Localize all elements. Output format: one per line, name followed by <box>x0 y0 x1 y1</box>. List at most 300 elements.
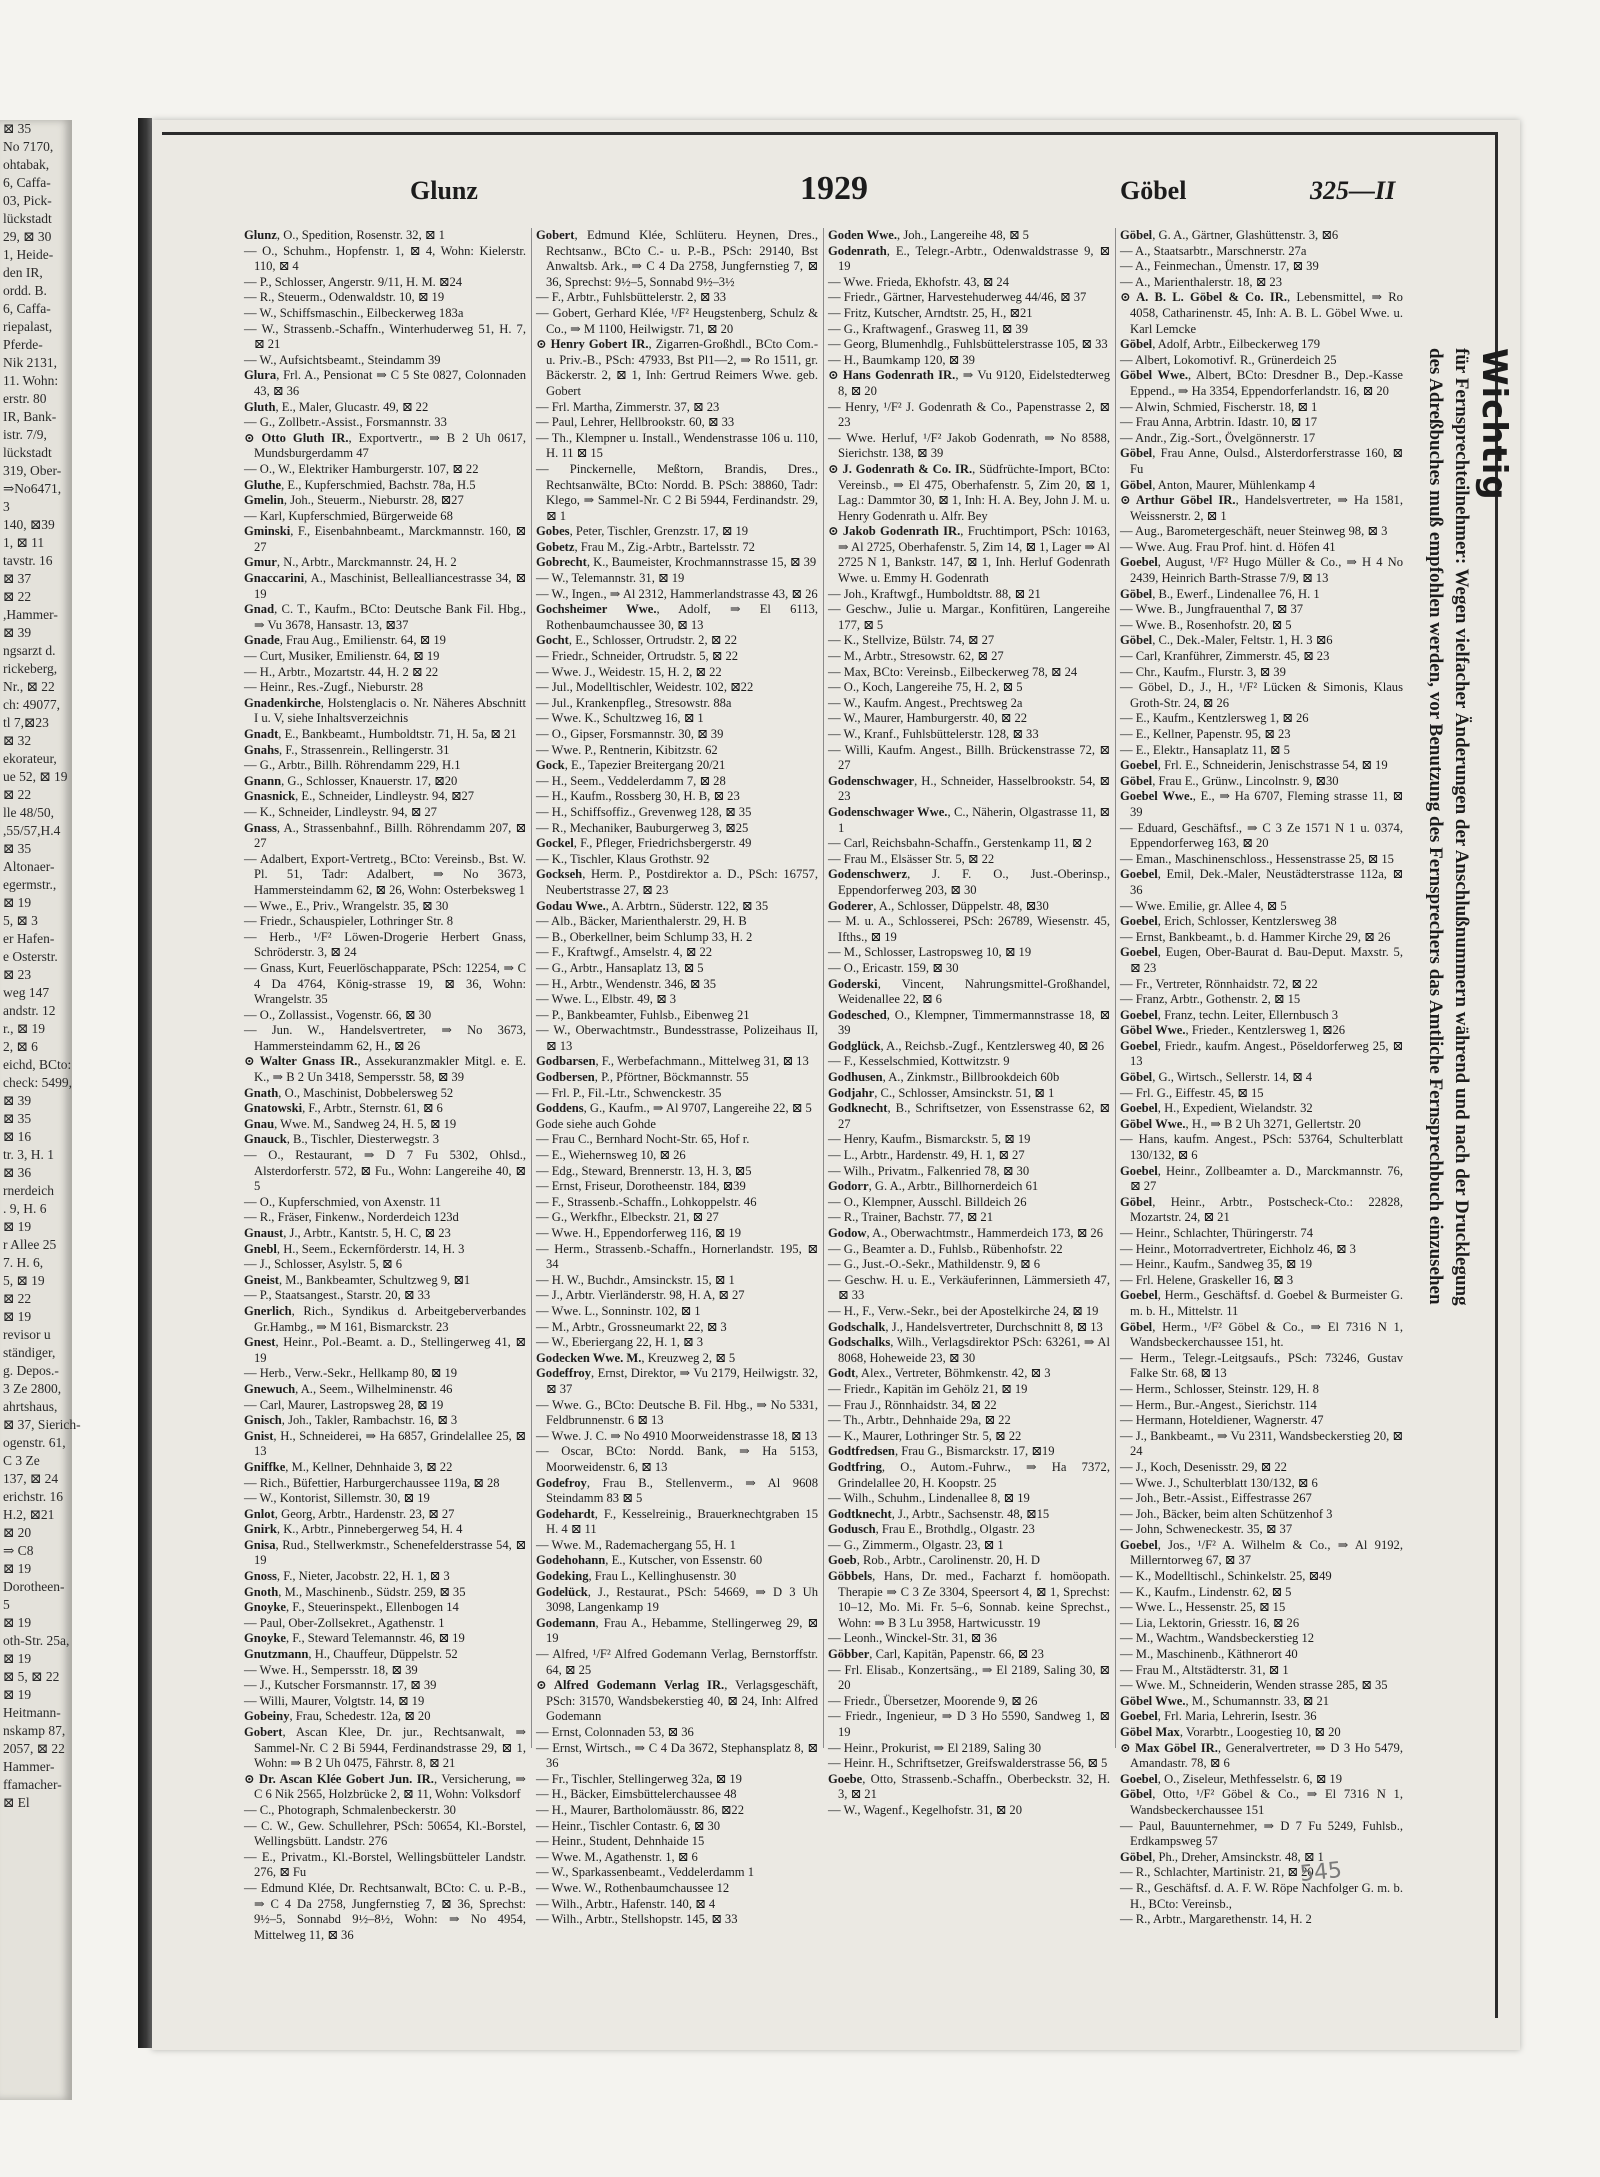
previous-page-line: Altonaer- <box>3 859 55 874</box>
directory-entry: — Wilh., Privatm., Falkenried 78, ⊠ 30 <box>828 1163 1030 1178</box>
previous-page-line: ue 52, ⊠ 19 <box>3 769 68 784</box>
directory-entry: Gmelin, Joh., Steuerm., Nieburstr. 28, ⊠27 <box>244 493 464 508</box>
directory-entry: — Heinr., Kaufm., Sandweg 35, ⊠ 19 <box>1120 1257 1313 1272</box>
directory-entry: — Wwe. H., Eppendorferweg 116, ⊠ 19 <box>536 1226 742 1240</box>
directory-entry: — Frl. P., Fil.-Ltr., Schwenckestr. 35 <box>536 1085 722 1100</box>
directory-entry: Godelück, J., Restaurat., PSch: 54669, ⇒ D 3 Uh 3098, Langenkamp 19 <box>536 1584 818 1615</box>
directory-entry: — Paul, Bauunternehmer, ⇒ D 7 Fu 5249, Fuhlsb., Erdkampsweg 57 <box>1120 1818 1403 1849</box>
directory-entry: — Herm., Telegr.-Leitgsaufs., PSch: 73246, Gustav Falke Str. 68, ⊠ 13 <box>1120 1350 1403 1381</box>
directory-entry: — Ernst, Friseur, Dorotheenstr. 184, ⊠39 <box>536 1179 746 1194</box>
directory-entry: — Fr., Vertreter, Rönnhaidstr. 72, ⊠ 22 <box>1120 976 1318 991</box>
directory-entry: — Wwe. B., Rosenhofstr. 20, ⊠ 5 <box>1120 617 1292 632</box>
directory-entry: — O., W., Elektriker Hamburgerstr. 107, ⊠ 22 <box>244 461 479 476</box>
directory-entry: — J., Arbtr. Vierländerstr. 98, H. A, ⊠ 27 <box>536 1288 745 1303</box>
directory-entry: — Th., Klempner u. Install., Wendenstrasse 106 u. 110, H. 11 ⊠ 15 <box>536 430 818 461</box>
directory-entry: Godjahr, C., Schlosser, Amsinckstr. 51, ⊠ 1 <box>828 1085 1055 1100</box>
directory-entry: Göbel Wwe., M., Schumannstr. 33, ⊠ 21 <box>1120 1693 1330 1708</box>
directory-entry: — Heinr. H., Schriftsetzer, Greifswalderstrasse 56, ⊠ 5 <box>828 1756 1108 1771</box>
directory-entry: — H., Bäcker, Eimsbüttelerchaussee 48 <box>536 1787 737 1802</box>
directory-entry: — H., F., Verw.-Sekr., bei der Apostelkirche 24, ⊠ 19 <box>828 1303 1099 1318</box>
directory-entry: Gnau, Wwe. M., Sandweg 24, H. 5, ⊠ 19 <box>244 1116 457 1131</box>
previous-page-line: 5, ⊠ 3 <box>3 913 38 928</box>
directory-entry: — Herb., Verw.-Sekr., Hellkamp 80, ⊠ 19 <box>244 1366 458 1381</box>
directory-entry: Goebel, Jos., ¹/F² A. Wilhelm & Co., ⇒ Al 9192, Millerntorweg 67, ⊠ 37 <box>1120 1537 1403 1568</box>
directory-entry: — W., Wagenf., Kegelhofstr. 31, ⊠ 20 <box>828 1802 1022 1817</box>
directory-entry: — H., Maurer, Bartholomäusstr. 86, ⊠22 <box>536 1802 745 1817</box>
directory-entry: — Wilh., Arbtr., Hafenstr. 140, ⊠ 4 <box>536 1896 716 1911</box>
directory-entry: — K., Stellvize, Bülstr. 74, ⊠ 27 <box>828 633 995 648</box>
directory-entry: — W., Oberwachtmstr., Bundesstrasse, Polizeihaus II, ⊠ 13 <box>536 1023 818 1053</box>
directory-entry: Godtfredsen, Frau G., Bismarckstr. 17, ⊠19 <box>828 1444 1055 1459</box>
previous-page-line: er Hafen- <box>3 931 55 946</box>
directory-entry: Gniffke, M., Kellner, Dehnhaide 3, ⊠ 22 <box>244 1459 453 1474</box>
directory-entry: — Carl, Kranführer, Zimmerstr. 45, ⊠ 23 <box>1120 649 1330 664</box>
directory-entry: — Geschw. H. u. E., Verkäuferinnen, Lämmersieth 47, ⊠ 33 <box>828 1272 1110 1303</box>
directory-entry: — Jul., Krankenpfleg., Stresowstr. 88a <box>536 695 732 710</box>
directory-entry: — Heinr., Motorradvertreter, Eichholz 46, ⊠ 3 <box>1120 1241 1356 1256</box>
directory-entry: Godemann, Frau A., Hebamme, Stellingerweg 29, ⊠ 19 <box>536 1615 818 1646</box>
directory-entry: Gobert, Edmund Klée, Schlüteru. Heynen, Dres., Rechtsanw., BCto C.- u. P.-B., PSch: 29140, Bst Anwaltsb. Ark., ⇒ C 4 Da 2758, Jungfernstieg 7, ⊠ 36, Sprechst: 9½–5, Sonnabd 9½–3½ <box>536 228 818 289</box>
directory-entry: — Wwe. L., Hessenstr. 25, ⊠ 15 <box>1120 1600 1286 1615</box>
previous-page-line: ⊠ 22 <box>3 787 32 802</box>
directory-entry: — Heinr., Schlachter, Thüringerstr. 74 <box>1120 1226 1314 1240</box>
directory-entry: — Frl. Elisab., Konzertsäng., ⇒ El 2189, Saling 30, ⊠ 20 <box>828 1662 1110 1693</box>
previous-page-line: check: 5499, <box>3 1075 72 1090</box>
directory-entry: Göbel Wwe., Frieder., Kentzlersweg 1, ⊠26 <box>1120 1023 1346 1038</box>
directory-entry: — Joh., Bäcker, beim alten Schützenhof 3 <box>1120 1506 1333 1521</box>
directory-entry: Göbbels, Hans, Dr. med., Facharzt f. homöopath. Therapie ⇒ C 3 Ze 3304, Speersort 4, ⊠ 1, Sprechst: 10–12, Mo. Mi. Fr. 5–6, Sonnab. keine Sprechst., Wohn: ⇒ B 3 Lu 3958, Hartwicusstr. 19 <box>828 1569 1110 1630</box>
directory-entry: Goeb, Rob., Arbtr., Carolinenstr. 20, H. D <box>828 1553 1040 1568</box>
previous-page-line: Nik 2131, <box>3 355 57 370</box>
directory-entry: — R., Trainer, Bachstr. 77, ⊠ 21 <box>828 1210 994 1225</box>
previous-page-line: ch: 49077, <box>3 697 60 712</box>
directory-entry: — P., Staatsangest., Starstr. 20, ⊠ 33 <box>244 1288 431 1303</box>
directory-entry: — W., Schiffsmaschin., Eilbeckerweg 183a <box>244 305 464 320</box>
directory-entry: — Georg, Blumenhdlg., Fuhlsbüttelerstrasse 105, ⊠ 33 <box>828 337 1108 352</box>
directory-entry: — P., Schlosser, Angerstr. 9/11, H. M. ⊠24 <box>244 274 463 289</box>
directory-entry: — Wwe. P., Rentnerin, Kibitzstr. 62 <box>536 742 718 757</box>
directory-entry: — O., Gipser, Forsmannstr. 30, ⊠ 39 <box>536 727 724 741</box>
directory-entry: Gnatowski, F., Arbtr., Sternstr. 61, ⊠ 6 <box>244 1101 443 1116</box>
previous-page-line: ⊠ 37 <box>3 571 32 586</box>
directory-entry: Goebel, August, ¹/F² Hugo Müller & Co., ⇒ H 4 No 2439, Heinrich Barth-Strasse 7/9, ⊠ 13 <box>1120 555 1403 586</box>
directory-entry: Goebel, Franz, techn. Leiter, Ellernbusch 3 <box>1120 1007 1339 1022</box>
directory-entry: Göbel Wwe., H., ⇒ B 2 Uh 3271, Gellertstr. 20 <box>1120 1116 1361 1131</box>
directory-entry: Gnerlich, Rich., Syndikus d. Arbeitgeberverbandes Gr.Hambg., ⇒ M 161, Bismarckstr. 23 <box>244 1303 526 1334</box>
directory-entry: Goebel, Eugen, Ober-Baurat d. Bau-Deput. Maxstr. 5, ⊠ 23 <box>1120 945 1403 975</box>
directory-entry: Göbel, Adolf, Arbtr., Eilbeckerweg 179 <box>1120 337 1321 352</box>
directory-entry: — K., Tischler, Klaus Grothstr. 92 <box>536 851 710 866</box>
head-year: 1929 <box>800 170 868 207</box>
directory-entry: Gockseh, Herm. P., Postdirektor a. D., PSch: 16757, Neubertstrasse 27, ⊠ 23 <box>536 867 818 897</box>
directory-entry: Gobes, Peter, Tischler, Grenzstr. 17, ⊠ 19 <box>536 524 749 539</box>
directory-entry: — O., Restaurant, ⇒ D 7 Fu 5302, Ohlsd., Alsterdorferstr. 572, ⊠ Fu., Wohn: Langereihe 40, ⊠ 5 <box>244 1148 526 1194</box>
directory-entry: — G., Just.-O.-Sekr., Mathildenstr. 9, ⊠ 6 <box>828 1257 1041 1272</box>
directory-entry: Gnass, A., Strassenbahnf., Billh. Röhrendamm 207, ⊠ 27 <box>244 820 526 851</box>
directory-entry: — Curt, Musiker, Emilienstr. 64, ⊠ 19 <box>244 649 440 664</box>
directory-entry: Göbel, Frau E., Grünw., Lincolnstr. 9, ⊠30 <box>1120 773 1339 788</box>
previous-page-line: 2057, ⊠ 22 <box>3 1741 65 1756</box>
directory-entry: Gnann, G., Schlosser, Knauerstr. 17, ⊠20 <box>244 773 458 788</box>
directory-entry: — Wwe. W., Rothenbaumchaussee 12 <box>536 1880 730 1895</box>
directory-entry: — Fr., Tischler, Stellingerweg 32a, ⊠ 19 <box>536 1771 742 1786</box>
directory-entry: Goddens, G., Kaufm., ⇒ Al 9707, Langereihe 22, ⊠ 5 <box>536 1101 812 1116</box>
previous-page-line: rnerdeich <box>3 1183 54 1198</box>
previous-page-line: erichstr. 16 <box>3 1489 63 1504</box>
directory-entry: ⊙ Arthur Göbel IR., Handelsvertreter, ⇒ Ha 1581, Weissnerstr. 2, ⊠ 1 <box>1120 493 1403 523</box>
previous-page-line: ⊠ 37, Sierich- <box>3 1417 81 1432</box>
directory-entry: — Karl, Kupferschmied, Bürgerweide 68 <box>244 508 453 523</box>
directory-entry: — Fritz, Kutscher, Arndtstr. 25, H., ⊠21 <box>828 305 1033 320</box>
directory-entry: — Th., Arbtr., Dehnhaide 29a, ⊠ 22 <box>828 1413 1011 1428</box>
previous-page-line: rickeberg, <box>3 661 58 676</box>
previous-page-line: lückstadt <box>3 211 52 226</box>
previous-page-line: ⊠ 19 <box>3 1561 32 1576</box>
previous-page-line: den IR, <box>3 265 43 280</box>
directory-entry: Godorr, G. A., Arbtr., Billhornerdeich 61 <box>828 1179 1039 1194</box>
directory-entry: Göbel, Anton, Maurer, Mühlenkamp 4 <box>1120 477 1316 492</box>
directory-entry: — K., Maurer, Lothringer Str. 5, ⊠ 22 <box>828 1428 1022 1443</box>
directory-entry: — C. W., Gew. Schullehrer, PSch: 50654, Kl.-Borstel, Wellingsbütt. Landstr. 276 <box>244 1818 526 1849</box>
directory-entry: — Henry, Kaufm., Bismarckstr. 5, ⊠ 19 <box>828 1132 1031 1147</box>
directory-entry: Gobetz, Frau M., Zig.-Arbtr., Bartelsstr. 72 <box>536 539 755 554</box>
directory-entry: — Wwe. L., Elbstr. 49, ⊠ 3 <box>536 992 677 1007</box>
directory-entry: Gnoss, F., Nieter, Jacobstr. 22, H. 1, ⊠ 3 <box>244 1569 450 1584</box>
side-notice-line-1: für Fernsprechteilnehmer: Wegen vielfacher Änderungen der Anschlußnummern während und nach der Drucklegung <box>1451 348 1472 1306</box>
directory-entry: Gnoyke, F., Steward Telemannstr. 46, ⊠ 19 <box>244 1631 465 1646</box>
previous-page-line: egermstr., <box>3 877 57 892</box>
previous-page-line: 137, ⊠ 24 <box>3 1471 59 1486</box>
previous-page-line: Pferde- <box>3 337 43 352</box>
directory-entry: — Heinr., Tischler Contastr. 6, ⊠ 30 <box>536 1818 721 1833</box>
directory-entry: Goebe, Otto, Strassenb.-Schaffn., Oberbeckstr. 32, H. 3, ⊠ 21 <box>828 1771 1110 1802</box>
head-last-name: Göbel <box>1120 176 1187 205</box>
previous-page-line: ständiger, <box>3 1345 56 1360</box>
previous-page-line: ⊠ 22 <box>3 1291 32 1306</box>
directory-entry: — Carl, Maurer, Lastropsweg 28, ⊠ 19 <box>244 1397 444 1412</box>
directory-entry: Goebel Wwe., E., ⇒ Ha 6707, Fleming strasse 11, ⊠ 39 <box>1120 789 1403 819</box>
previous-page-line: ⊠ 23 <box>3 967 32 982</box>
directory-entry: — R., Fräser, Finkenw., Norderdeich 123d <box>244 1210 459 1225</box>
directory-entry: — W., Strassenb.-Schaffn., Winterhuderweg 51, H. 7, ⊠ 21 <box>244 321 526 352</box>
directory-entry: Goebel, Herm., Geschäftsf. d. Goebel & Burmeister G. m. b. H., Mittelstr. 11 <box>1120 1288 1403 1318</box>
directory-entry: — Franz, Arbtr., Gothenstr. 2, ⊠ 15 <box>1120 992 1301 1007</box>
directory-entry: — Aug., Barometergeschäft, neuer Steinweg 98, ⊠ 3 <box>1120 524 1388 539</box>
directory-entry: — Joh., Betr.-Assist., Eiffestrasse 267 <box>1120 1491 1312 1506</box>
directory-entry: Gnist, H., Schneiderei, ⇒ Ha 6857, Grindelallee 25, ⊠ 13 <box>244 1428 526 1459</box>
previous-page-line: ⊠ 36 <box>3 1165 32 1180</box>
previous-page-line: ⊠ 16 <box>3 1129 32 1144</box>
directory-entry: — M., Arbtr., Grossneumarkt 22, ⊠ 3 <box>536 1319 727 1334</box>
directory-entry: Godhusen, A., Zinkmstr., Billbrookdeich 60b <box>828 1070 1060 1085</box>
directory-entry: — Henry, ¹/F² J. Godenrath & Co., Papenstrasse 2, ⊠ 23 <box>828 399 1110 430</box>
directory-entry: Goebel, Frl. E., Schneiderin, Jenischstrasse 54, ⊠ 19 <box>1120 758 1388 773</box>
previous-page-line: erstr. 80 <box>3 391 47 406</box>
directory-entry: — H., Arbtr., Mozartstr. 44, H. 2 ⊠ 22 <box>244 664 439 679</box>
directory-entry: — Andr., Zig.-Sort., Övelgönnerstr. 17 <box>1120 430 1316 445</box>
previous-page-line: g. Depos.- <box>3 1363 59 1378</box>
directory-entry: — M., Schlosser, Lastropsweg 10, ⊠ 19 <box>828 945 1032 960</box>
directory-entry: — Ernst, Colonnaden 53, ⊠ 36 <box>536 1725 694 1739</box>
directory-entry: ⊙ J. Godenrath & Co. IR., Südfrüchte-Import, BCto: Vereinsb., ⇒ El 475, Oberhafenstr. 5, Zim 20, ⊠ 1, Lag.: Dammtor 30, ⊠ 1, Inh: H. A. Bey, John J. M. u. Henry Godenrath u. Alfr. Bey <box>828 461 1110 523</box>
previous-page-line: ogenstr. 61, <box>3 1435 66 1450</box>
directory-entry: Gluthe, E., Kupferschmied, Bachstr. 78a, H.5 <box>244 477 476 492</box>
previous-page-line: ⊠ El <box>3 1795 30 1810</box>
directory-entry: — G., Kraftwagenf., Grasweg 11, ⊠ 39 <box>828 321 1028 336</box>
directory-entry: — W., Sparkassenbeamt., Veddelerdamm 1 <box>536 1865 755 1880</box>
directory-entry: Godehardt, F., Kesselreinig., Brauerknechtgraben 15 H. 4 ⊠ 11 <box>536 1506 818 1537</box>
directory-entry: — Jul., Modelltischler, Weidestr. 102, ⊠22 <box>536 680 754 695</box>
previous-page-line: ⊠ 19 <box>3 1687 32 1702</box>
directory-entry: — O., Schuhm., Hopfenstr. 1, ⊠ 4, Wohn: Kielerstr. 110, ⊠ 4 <box>244 243 526 274</box>
directory-entry: — Frau M., Altstädterstr. 31, ⊠ 1 <box>1120 1662 1289 1677</box>
directory-entry: Godschalks, Wilh., Verlagsdirektor PSch: 63261, ⇒ Al 8068, Hoheweide 23, ⊠ 30 <box>828 1335 1110 1365</box>
directory-entry: Gluth, E., Maler, Glucastr. 49, ⊠ 22 <box>244 399 429 414</box>
directory-entry: — M., Wachtm., Wandsbeckerstieg 12 <box>1120 1631 1315 1646</box>
book-gutter <box>138 118 152 2048</box>
directory-entry: Gnest, Heinr., Pol.-Beamt. a. D., Stellingerweg 41, ⊠ 19 <box>244 1335 526 1365</box>
directory-entry: Göbel, C., Dek.-Maler, Feltstr. 1, H. 3 ⊠6 <box>1120 633 1333 648</box>
side-notice-title: Wichtig <box>1474 348 1514 501</box>
directory-entry: — W., Eberiergang 22, H. 1, ⊠ 3 <box>536 1335 704 1350</box>
directory-entry: — W., Ingen., ⇒ Al 2312, Hammerlandstrasse 43, ⊠ 26 <box>536 586 818 601</box>
directory-entry: Goebel, H., Expedient, Wielandstr. 32 <box>1120 1101 1313 1116</box>
previous-page-line: istr. 7/9, <box>3 427 47 442</box>
directory-entry: — W., Kranf., Fuhlsbüttelerstr. 128, ⊠ 33 <box>828 727 1039 741</box>
directory-entry: — G., Werkfhr., Elbeckstr. 21, ⊠ 27 <box>536 1210 719 1225</box>
previous-page-line: H.2, ⊠21 <box>3 1507 55 1522</box>
previous-page-line: ,55/57,H.4 <box>3 823 61 838</box>
directory-entry: Godenschwager, H., Schneider, Hasselbrookstr. 54, ⊠ 23 <box>828 773 1110 804</box>
previous-page-line: ⊠ 39 <box>3 625 32 640</box>
directory-entry: Göbel, G. A., Gärtner, Glashüttenstr. 3, ⊠6 <box>1120 228 1339 242</box>
directory-entry: — Wwe. M., Rademachergang 55, H. 1 <box>536 1537 736 1552</box>
directory-entry: Godehohann, E., Kutscher, von Essenstr. 60 <box>536 1553 763 1568</box>
directory-entry: Goebel, Erich, Schlosser, Kentzlersweg 38 <box>1120 914 1337 929</box>
directory-entry: ⊙ Dr. Ascan Klée Gobert Jun. IR., Versicherung, ⇒ C 6 Nik 2565, Holzbrücke 2, ⊠ 11, Wohn: Volksdorf <box>244 1771 526 1802</box>
directory-entry: — Friedr., Gärtner, Harvestehuderweg 44/46, ⊠ 37 <box>828 290 1087 305</box>
directory-entry: — Adalbert, Export-Vertretg., BCto: Vereinsb., Bst. W. Pl. 51, Tadr: Adalbert, ⇒ No 3673, Hammersteindamm 62, ⊠ 26, Wohn: Osterbeksweg 1 <box>244 851 526 897</box>
directory-entry: — Carl, Reichsbahn-Schaffn., Gerstenkamp 11, ⊠ 2 <box>828 836 1092 851</box>
directory-entry: — A., Staatsarbtr., Marschnerstr. 27a <box>1120 243 1307 258</box>
previous-page-line: revisor u <box>3 1327 51 1342</box>
directory-entry: — Herm., Bur.-Angest., Sierichstr. 114 <box>1120 1397 1317 1412</box>
directory-entry: — O., Klempner, Ausschl. Billdeich 26 <box>828 1194 1027 1209</box>
directory-entry: — Wwe. Aug. Frau Prof. hint. d. Höfen 41 <box>1120 539 1336 554</box>
previous-page-line: ⊠ 19 <box>3 1651 32 1666</box>
directory-entry: Gnahs, F., Strassenrein., Rellingerstr. 31 <box>244 742 450 757</box>
directory-entry: ⊙ Jakob Godenrath IR., Fruchtimport, PSch: 10163, ⇒ Al 2725, Oberhafenstr. 5, Zim 14, ⊠ 1, Lager ⇒ Al 2725 N 1, Bankstr. 147, ⊠ 1, Inh. Herluf Godenrath Wwe. u. Emmy H. Godenrath <box>828 524 1110 586</box>
directory-entry: Goderer, A., Schlosser, Düppelstr. 48, ⊠30 <box>828 898 1049 913</box>
directory-entry: Gnisch, Joh., Takler, Rambachstr. 16, ⊠ 3 <box>244 1413 458 1428</box>
directory-entry: — Alfred, ¹/F² Alfred Godemann Verlag, Bernstorffstr. 64, ⊠ 25 <box>536 1647 818 1677</box>
directory-entry: Godenrath, E., Telegr.-Arbtr., Odenwaldstrasse 9, ⊠ 19 <box>828 243 1110 274</box>
directory-entry: Gnade, Frau Aug., Emilienstr. 64, ⊠ 19 <box>244 633 446 648</box>
directory-entry: Göbel, Frau Anne, Oulsd., Alsterdorferstrasse 160, ⊠ Fu <box>1120 446 1403 476</box>
directory-entry: Goebel, O., Ziseleur, Methfesselstr. 6, ⊠ 19 <box>1120 1771 1343 1786</box>
entry-column-1 <box>240 228 532 1942</box>
directory-entry: — Eman., Maschinenschloss., Hessenstrasse 25, ⊠ 15 <box>1120 851 1394 866</box>
directory-entry: Godschalk, J., Handelsvertreter, Durchschnitt 8, ⊠ 13 <box>828 1319 1103 1334</box>
previous-page-line: ⊠ 19 <box>3 1309 32 1324</box>
directory-entry: — G., Zimmerm., Olgastr. 23, ⊠ 1 <box>828 1537 1004 1552</box>
directory-entry: — Wwe. H., Sempersstr. 18, ⊠ 39 <box>244 1662 418 1677</box>
previous-page-line: 140, ⊠39 <box>3 517 55 532</box>
directory-entry: Göbel, B., Ewerf., Lindenallee 76, H. 1 <box>1120 586 1320 601</box>
previous-page-line: ⊠ 35 <box>3 841 32 856</box>
directory-entry: — G., Arbtr., Hansaplatz 13, ⊠ 5 <box>536 960 704 975</box>
previous-page-line: ⊠ 19 <box>3 895 32 910</box>
directory-entry: — Herm., Schlosser, Steinstr. 129, H. 8 <box>1120 1381 1319 1396</box>
directory-entry: Gnoyke, F., Steuerinspekt., Ellenbogen 14 <box>244 1600 459 1615</box>
directory-entry: — Wilh., Arbtr., Stellshopstr. 145, ⊠ 33 <box>536 1912 738 1927</box>
directory-entry: Gnisa, Rud., Stellwerkmstr., Schenefelderstrasse 54, ⊠ 19 <box>244 1537 526 1568</box>
previous-page-line: weg 147 <box>3 985 50 1000</box>
directory-entry: — Eduard, Geschäftsf., ⇒ C 3 Ze 1571 N 1 u. 0374, Eppendorferweg 163, ⊠ 20 <box>1120 820 1403 851</box>
previous-page-line: 03, Pick- <box>3 193 52 208</box>
side-notice-line-2: des Adreßbuches muß empfohlen werden, vor Benutzung des Fernsprechers das Amtliche Fernsprechbuch einzusehen <box>1425 348 1446 1305</box>
entry-column-3 <box>824 228 1116 1817</box>
previous-page-line: r Allee 25 <box>3 1237 57 1252</box>
directory-entry: — Paul, Lehrer, Hellbrookstr. 60, ⊠ 33 <box>536 415 735 430</box>
directory-entry: — Alb., Bäcker, Marienthalerstr. 29, H. B <box>536 914 747 929</box>
previous-page-line: 11. Wohn: <box>3 373 59 388</box>
previous-page-line: andstr. 12 <box>3 1003 56 1018</box>
previous-page-line: 1, Heide- <box>3 247 54 262</box>
directory-entry: Göbel, Otto, ¹/F² Göbel & Co., ⇒ El 7316 N 1, Wandsbeckerchaussee 151 <box>1120 1787 1403 1817</box>
previous-page-line: ffamacher- <box>3 1777 62 1792</box>
previous-page-edge <box>0 120 81 2100</box>
previous-page-line: . 9, H. 6 <box>3 1201 47 1216</box>
directory-entry: — R., Arbtr., Margarethenstr. 14, H. 2 <box>1120 1912 1312 1927</box>
directory-entry: Gnoth, M., Maschinenb., Südstr. 259, ⊠ 35 <box>244 1584 466 1599</box>
directory-entry: Goden Wwe., Joh., Langereihe 48, ⊠ 5 <box>828 228 1029 242</box>
directory-entry: — M., Arbtr., Stresowstr. 62, ⊠ 27 <box>828 649 1004 664</box>
directory-entry: Gnebl, H., Seem., Eckernförderstr. 14, H. 3 <box>244 1241 465 1256</box>
directory-entry: Gochsheimer Wwe., Adolf, ⇒ El 6113, Rothenbaumchaussee 30, ⊠ 13 <box>536 602 818 632</box>
directory-entry: Godenschwager Wwe., C., Näherin, Olgastrasse 11, ⊠ 1 <box>828 804 1110 835</box>
directory-entry: Gobrecht, K., Baumeister, Krochmannstrasse 15, ⊠ 39 <box>536 555 817 570</box>
previous-page-line: riepalast, <box>3 319 53 334</box>
previous-page-line: lückstadt <box>3 445 52 460</box>
directory-entry: Godeffroy, Ernst, Direktor, ⇒ Vu 2179, Heilwigstr. 32, ⊠ 37 <box>536 1366 818 1396</box>
directory-entry: — A., Marienthalerstr. 18, ⊠ 23 <box>1120 274 1283 289</box>
directory-entry: — A., Feinmechan., Ümenstr. 17, ⊠ 39 <box>1120 259 1319 274</box>
previous-page-line: r., ⊠ 19 <box>3 1021 46 1036</box>
previous-page-line: ⊠ 22 <box>3 589 32 604</box>
directory-entry: — W., Aufsichtsbeamt., Steindamm 39 <box>244 352 441 367</box>
directory-entry: — Friedr., Schneider, Ortrudstr. 5, ⊠ 22 <box>536 649 739 664</box>
directory-entry: — M. u. A., Schlosserei, PSch: 26789, Wiesenstr. 45, Ifths., ⊠ 19 <box>828 914 1110 944</box>
previous-page-line: 5 <box>3 1597 10 1612</box>
previous-page-line: ⊠ 35 <box>3 121 32 136</box>
directory-entry: Gnauck, B., Tischler, Diesterwegstr. 3 <box>244 1132 440 1147</box>
directory-entry: — E., Kaufm., Kentzlersweg 1, ⊠ 26 <box>1120 711 1309 726</box>
directory-entry: — Lia, Lektorin, Griesstr. 16, ⊠ 26 <box>1120 1615 1300 1630</box>
directory-entry: — Wwe. Frieda, Ekhofstr. 43, ⊠ 24 <box>828 274 1010 289</box>
directory-entry: — Wwe. J., Schulterblatt 130/132, ⊠ 6 <box>1120 1475 1318 1490</box>
directory-entry: — Wwe. Emilie, gr. Allee 4, ⊠ 5 <box>1120 898 1287 913</box>
directory-entry: Goebel, Heinr., Zollbeamter a. D., Marckmannstr. 76, ⊠ 27 <box>1120 1163 1403 1194</box>
previous-page-line: ⊠ 19 <box>3 1219 32 1234</box>
directory-entry: — Willi, Kaufm. Angest., Billh. Brückenstrasse 72, ⊠ 27 <box>828 742 1110 773</box>
directory-entry: ⊙ Max Göbel IR., Generalvertreter, ⇒ D 3 Ho 5479, Amandastr. 78, ⊠ 6 <box>1120 1740 1403 1771</box>
directory-entry: — Wwe. M., Schneiderin, Wenden strasse 285, ⊠ 35 <box>1120 1678 1388 1693</box>
running-head <box>180 170 1480 216</box>
directory-entry: — Ernst, Wirtsch., ⇒ C 4 Da 3672, Stephansplatz 8, ⊠ 36 <box>536 1740 818 1771</box>
directory-entry: — Rich., Büfettier, Harburgerchaussee 119a, ⊠ 28 <box>244 1475 500 1490</box>
directory-entry: — Frl. Martha, Zimmerstr. 37, ⊠ 23 <box>536 399 720 414</box>
previous-page-line: 7. H. 6, <box>3 1255 44 1270</box>
directory-entry: — Heinr., Res.-Zugf., Nieburstr. 28 <box>244 680 424 695</box>
directory-entry: — Gnass, Kurt, Feuerlöschapparate, PSch: 12254, ⇒ C 4 Da 4764, König-strasse 19, ⊠ 36, Wohn: Wrangelstr. 35 <box>244 960 526 1007</box>
directory-entry: Gnaust, J., Arbtr., Kantstr. 5, H. C, ⊠ 23 <box>244 1226 451 1240</box>
directory-entry: — Leonh., Winckel-Str. 31, ⊠ 36 <box>828 1631 997 1646</box>
previous-page-line: ekorateur, <box>3 751 57 766</box>
pencil-annotation: 545 <box>1298 1857 1344 1888</box>
directory-entry: — Willi, Maurer, Volgtstr. 14, ⊠ 19 <box>244 1693 425 1708</box>
directory-entry: — Joh., Kraftwgf., Humboldtstr. 88, ⊠ 21 <box>828 586 1041 601</box>
directory-entry: — Albert, Lokomotivf. R., Grünerdeich 25 <box>1120 352 1337 367</box>
directory-entry: — H. W., Buchdr., Amsinckstr. 15, ⊠ 1 <box>536 1272 735 1287</box>
directory-entry: — Wwe. B., Jungfrauenthal 7, ⊠ 37 <box>1120 602 1304 617</box>
directory-entry: ⊙ A. B. L. Göbel & Co. IR., Lebensmittel, ⇒ Ro 4058, Catharinenstr. 45, Inh: A. B. L. Göbel Wwe. u. Karl Lemcke <box>1120 290 1403 336</box>
directory-entry: ⊙ Otto Gluth IR., Exportvertr., ⇒ B 2 Uh 0617, Mundsburgerdamm 47 <box>244 430 526 461</box>
directory-entry: — J., Schlosser, Asylstr. 5, ⊠ 6 <box>244 1257 403 1272</box>
directory-entry: — Wilh., Schuhm., Lindenallee 8, ⊠ 19 <box>828 1491 1030 1506</box>
directory-entry: — Wwe. K., Schultzweg 16, ⊠ 1 <box>536 711 704 726</box>
directory-entry: — Edmund Klée, Dr. Rechtsanwalt, BCto: C. u. P.-B., ⇒ C 4 Da 2758, Jungfernstieg 7, ⊠ 36, Sprechst: 9½–5, Sonnabd 9½–8½, Wohn: ⇒ No 4954, Mittelweg 11, ⊠ 36 <box>244 1880 526 1942</box>
directory-entry: — Geschw., Julie u. Margar., Konfitüren, Langereihe 177, ⊠ 5 <box>828 602 1110 632</box>
directory-entry: — B., Oberkellner, beim Schlump 33, H. 2 <box>536 929 753 944</box>
directory-entry: — E., Kellner, Papenstr. 95, ⊠ 23 <box>1120 727 1291 741</box>
directory-entry: — Frl. G., Eiffestr. 45, ⊠ 15 <box>1120 1085 1264 1100</box>
directory-entry: — E., Elektr., Hansaplatz 11, ⊠ 5 <box>1120 742 1290 757</box>
directory-entry: — F., Strassenb.-Schaffn., Lohkoppelstr. 46 <box>536 1194 757 1209</box>
directory-entry: — Wwe. J. C. ⇒ No 4910 Moorweidenstrasse 18, ⊠ 13 <box>536 1428 818 1443</box>
directory-entry: Gnasnick, E., Schneider, Lindleystr. 94, ⊠27 <box>244 789 475 804</box>
directory-entry: — Alwin, Schmied, Fischerstr. 18, ⊠ 1 <box>1120 399 1318 414</box>
directory-entry: Gnad, C. T., Kaufm., BCto: Deutsche Bank Fil. Hbg., ⇒ Vu 3678, Hansastr. 13, ⊠37 <box>244 602 526 632</box>
directory-entry: — Göbel, D., J., H., ¹/F² Lücken & Simonis, Klaus Groth-Str. 24, ⊠ 26 <box>1120 680 1403 710</box>
previous-page-line: IR, Bank- <box>3 409 57 424</box>
directory-entry: — H., Seem., Veddelerdamm 7, ⊠ 28 <box>536 773 726 788</box>
directory-entry: — J., Kutscher Forsmannstr. 17, ⊠ 39 <box>244 1678 437 1693</box>
directory-entry: — H., Arbtr., Wendenstr. 346, ⊠ 35 <box>536 976 717 991</box>
directory-entry: — W., Maurer, Hamburgerstr. 40, ⊠ 22 <box>828 711 1028 726</box>
directory-entry: Godeking, Frau L., Kellinghusenstr. 30 <box>536 1569 737 1584</box>
previous-page-line: Dorotheen- <box>3 1579 65 1594</box>
directory-entry: Godenschwerz, J. F. O., Just.-Oberinsp., Eppendorferweg 203, ⊠ 30 <box>828 867 1110 897</box>
directory-entry: — H., Baumkamp 120, ⊠ 39 <box>828 352 975 367</box>
directory-entry: Godknecht, B., Schriftsetzer, von Essenstrasse 62, ⊠ 27 <box>828 1101 1110 1131</box>
directory-entry: Gnewuch, A., Seem., Wilhelminenstr. 46 <box>244 1381 453 1396</box>
directory-entry: — O., Kupferschmied, von Axenstr. 11 <box>244 1194 442 1209</box>
head-page-number: 325—II <box>1310 176 1396 205</box>
directory-entry: — R., Mechaniker, Bauburgerweg 3, ⊠25 <box>536 820 749 835</box>
directory-entry: Goebel, Emil, Dek.-Maler, Neustädterstrasse 112a, ⊠ 36 <box>1120 867 1403 897</box>
directory-entry: Goderski, Vincent, Nahrungsmittel-Großhandel, Weidenallee 22, ⊠ 6 <box>828 976 1110 1007</box>
directory-entry: — Wwe. G., BCto: Deutsche B. Fil. Hbg., ⇒ No 5331, Feldbrunnenstr. 6 ⊠ 13 <box>536 1397 818 1428</box>
directory-entry: Gode siehe auch Gohde <box>536 1116 656 1131</box>
directory-entry: Godtknecht, J., Arbtr., Sachsenstr. 48, ⊠15 <box>828 1506 1050 1521</box>
previous-page-line: tr. 3, H. 1 <box>3 1147 55 1162</box>
previous-page-line: No 7170, <box>3 139 54 154</box>
directory-entry: Gminski, F., Eisenbahnbeamt., Marckmannstr. 160, ⊠ 27 <box>244 524 526 554</box>
previous-page-line: ⇒ C8 <box>3 1543 34 1558</box>
directory-entry: — Friedr., Kapitän im Gehölz 21, ⊠ 19 <box>828 1381 1028 1396</box>
directory-entry: — C., Photograph, Schmalenbeckerstr. 30 <box>244 1802 456 1817</box>
